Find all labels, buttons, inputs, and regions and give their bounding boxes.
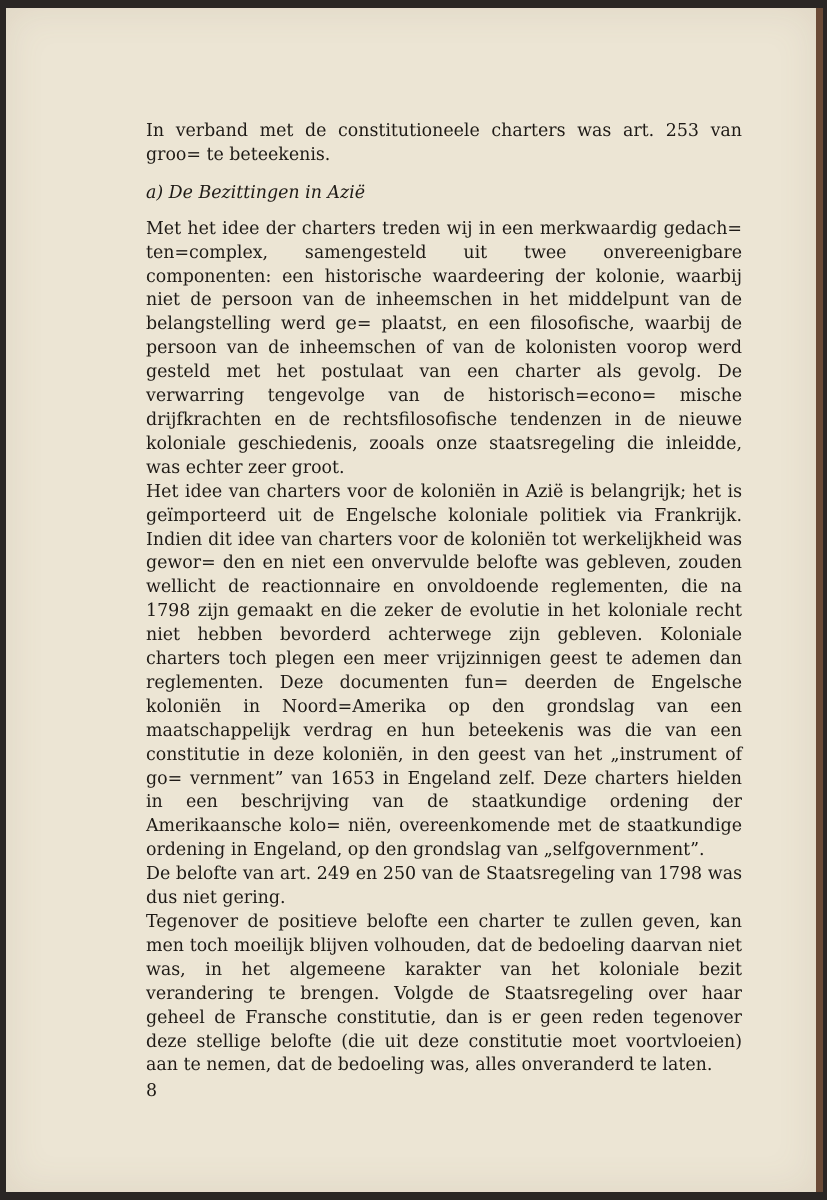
paragraph: De belofte van art. 249 en 250 van de Staatsregeling van 1798 was dus niet gering. — [146, 864, 742, 909]
paragraph: Het idee van charters voor de koloniën in Azië is belangrijk; het is geïmporteerd uit de Engelsche koloniale politiek via Frankrijk. Indien dit idee van charters voor de koloniën tot werkelijkheid was gewor= den en niet een onvervulde belofte was gebleven, zouden wellicht de reactionnaire en onvoldoende reglementen, die na 1798 zijn gemaakt en die zeker de evolutie in het koloniale recht niet hebben bevorderd achterwege zijn gebleven. Koloniale charters toch plegen een meer vrijzinnigen geest te ademen dan reglementen. Deze documenten fun= deerden de Engelsche koloniën in Noord=Amerika op den grondslag van een maatschappelijk verdrag en hun beteekenis was die van een constitutie in deze koloniën, in den geest van het „instrument of go= vernment” van 1653 in Engeland zelf. Deze charters hielden in een beschrijving van de staatkundige ordening der Amerikaansche kolo= niën, overeenkomende met de staatkundige ordening in Engeland, op den grondslag van „selfgovernment”. — [146, 481, 742, 861]
book-page — [6, 8, 816, 1192]
page-body — [146, 120, 742, 1104]
page-edge — [816, 8, 823, 1192]
page-number: 8 — [146, 1081, 158, 1102]
paragraph: Met het idee der charters treden wij in een merkwaardig gedach= ten=complex, samengesteld uit twee onvereenigbare componenten: een historische waardeering der kolonie, waarbij niet de persoon van de inheemschen in het middelpunt van de belangstelling werd ge= plaatst, en een filosofische, waarbij de persoon van de inheemschen of van de kolonisten voorop werd gesteld met het postulaat van een charter als gevolg. De verwarring tengevolge van de historisch=econo= mische drijfkrachten en de rechtsfilosofische tendenzen in de nieuwe koloniale geschiedenis, zooals onze staatsregeling die inleidde, was echter zeer groot. — [146, 218, 742, 478]
paragraph-intro: In verband met de constitutioneele charters was art. 253 van groo= te beteekenis. — [146, 121, 742, 165]
paragraph: Tegenover de positieve belofte een charter te zullen geven, kan men toch moeilijk blijven volhouden, dat de bedoeling daarvan niet was, in het algemeene karakter van het koloniale bezit verandering te brengen. Volgde de Staatsregeling over haar geheel de Fransche constitutie, dan is er geen reden tegenover deze stellige belofte (die uit deze constitutie moet voortvloeien) aan te nemen, dat de bedoeling was, alles onveranderd te laten. — [146, 912, 742, 1076]
section-heading: a) De Bezittingen in Azië — [146, 182, 365, 203]
